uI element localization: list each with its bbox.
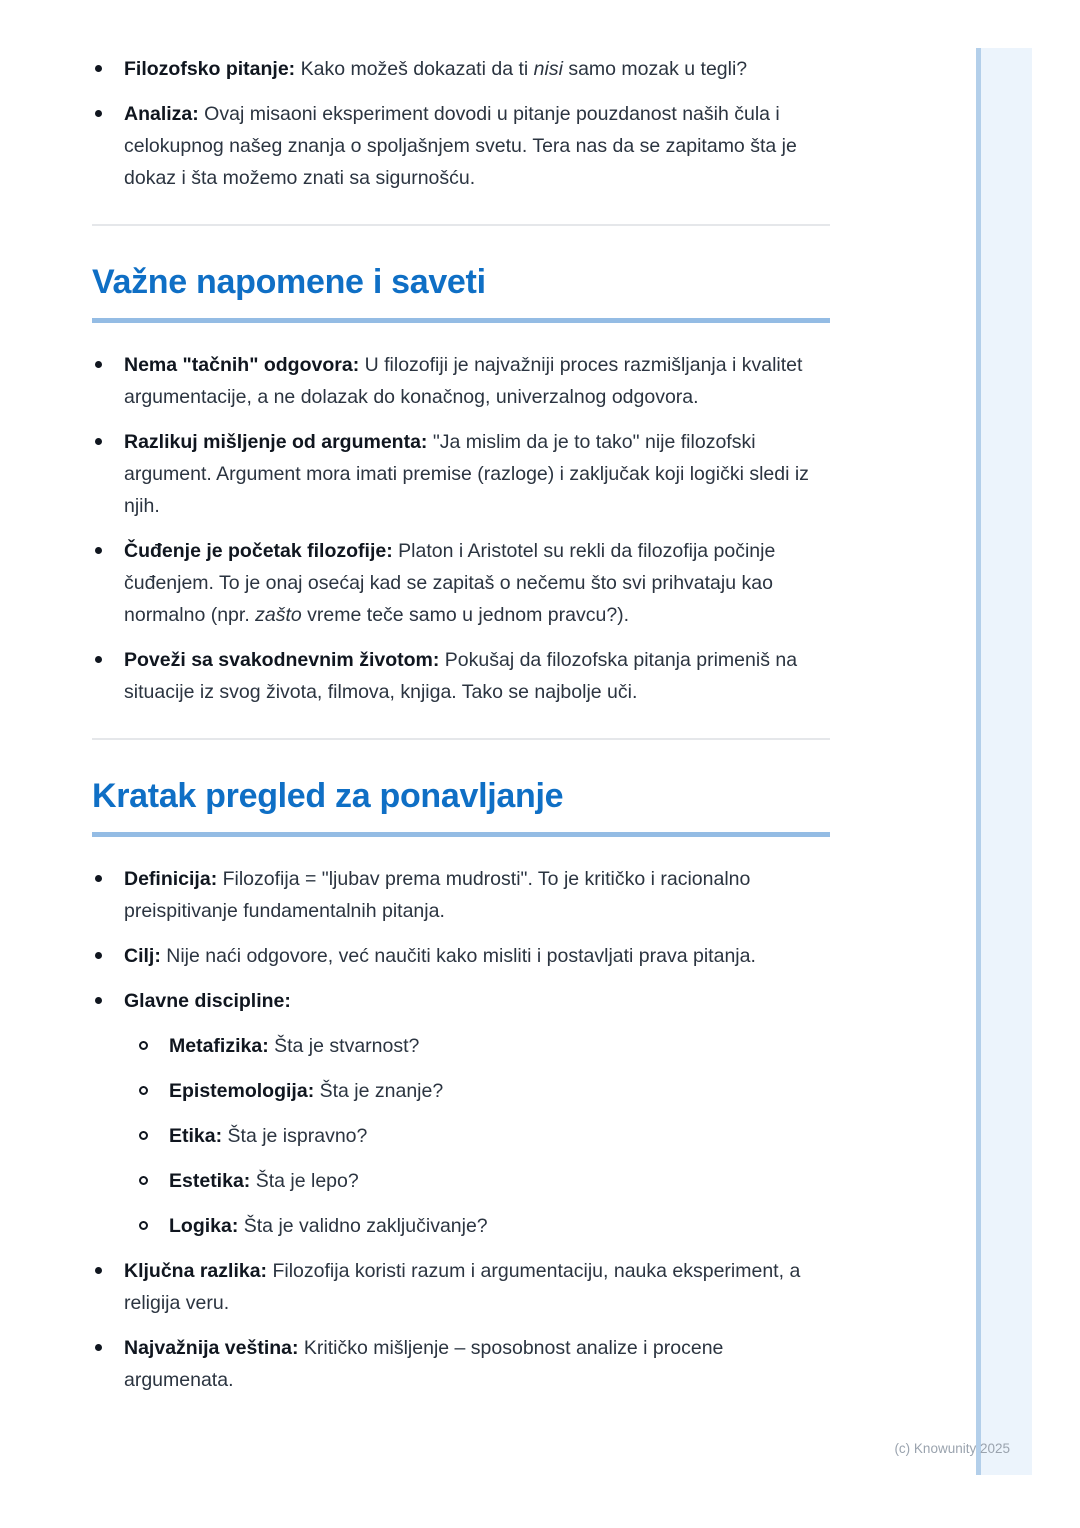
list-item-text: vreme teče samo u jednom pravcu?).	[301, 604, 630, 626]
list-item-lead: Estetika:	[169, 1170, 251, 1192]
bullet-list	[92, 53, 830, 194]
list-item-lead: Najvažnija veština:	[124, 1337, 299, 1359]
bullet-list	[92, 863, 830, 1396]
section-heading: Važne napomene i saveti	[92, 262, 830, 323]
sub-list-item	[136, 1030, 830, 1062]
list-item-lead: Cilj:	[124, 945, 161, 967]
list-item-text: Filozofija = "ljubav prema mudrosti". To je kritičko i racionalno preispitivanje fundamentalnih pitanja.	[124, 868, 751, 922]
section-divider	[92, 224, 830, 226]
note-content	[92, 0, 830, 1409]
sub-list-item	[136, 1210, 830, 1242]
right-margin-panel	[976, 48, 1032, 1475]
list-item	[92, 1332, 830, 1396]
list-item	[92, 985, 830, 1242]
list-item	[92, 535, 830, 631]
list-item	[92, 644, 830, 708]
list-item-text: Šta je ispravno?	[222, 1125, 368, 1147]
sub-bullet-list	[136, 1030, 830, 1242]
list-item-text: Platon i Aristotel su rekli da filozofija počinje čuđenjem. To je onaj osećaj kad se zapitaš o nečemu što svi prihvataju kao normalno (npr.	[124, 540, 776, 626]
list-item-text: "Ja mislim da je to tako" nije filozofski argument. Argument mora imati premise (razloge) i zaključak koji logički sledi iz njih.	[124, 431, 809, 517]
section-heading: Kratak pregled za ponavljanje	[92, 776, 830, 837]
list-item-text: Ovaj misaoni eksperiment dovodi u pitanje pouzdanost naših čula i celokupnog našeg znanja o spoljašnjem svetu. Tera nas da se zapitamo šta je dokaz i šta možemo znati sa sigurnošću.	[124, 103, 797, 189]
list-item-text: Filozofija koristi razum i argumentaciju, nauka eksperiment, a religija veru.	[124, 1260, 801, 1314]
sub-list-item	[136, 1075, 830, 1107]
list-item	[92, 426, 830, 522]
list-item-lead: Metafizika:	[169, 1035, 269, 1057]
list-item-text: samo mozak u tegli?	[562, 58, 748, 80]
list-item-lead: Definicija:	[124, 868, 218, 890]
sub-list-item	[136, 1165, 830, 1197]
list-item-text: Šta je validno zaključivanje?	[238, 1215, 488, 1237]
list-item	[92, 940, 830, 972]
list-item-text: Šta je lepo?	[250, 1170, 359, 1192]
section-divider	[92, 738, 830, 740]
list-item-text: zašto	[255, 604, 302, 626]
list-item	[92, 349, 830, 413]
list-item	[92, 863, 830, 927]
list-item-lead: Poveži sa svakodnevnim životom:	[124, 649, 440, 671]
list-item-text: Pokušaj da filozofska pitanja primeniš na situacije iz svog života, filmova, knjiga. Tako se najbolje uči.	[124, 649, 798, 703]
list-item-lead: Nema "tačnih" odgovora:	[124, 354, 360, 376]
list-item	[92, 53, 830, 85]
list-item	[92, 1255, 830, 1319]
list-item-lead: Glavne discipline:	[124, 990, 291, 1012]
list-item-text: Nije naći odgovore, već naučiti kako misliti i postavljati prava pitanja.	[160, 945, 756, 967]
sub-list-item	[136, 1120, 830, 1152]
bullet-list	[92, 349, 830, 708]
list-item	[92, 98, 830, 194]
list-item-lead: Etika:	[169, 1125, 223, 1147]
list-item-text: Šta je znanje?	[314, 1080, 444, 1102]
list-item-text: nisi	[533, 58, 563, 80]
list-item-lead: Epistemologija:	[169, 1080, 315, 1102]
list-item-lead: Ključna razlika:	[124, 1260, 268, 1282]
list-item-text: Šta je stvarnost?	[268, 1035, 420, 1057]
list-item-text: U filozofiji je najvažniji proces razmišljanja i kvalitet argumentacije, a ne dolazak do konačnog, univerzalnog odgovora.	[124, 354, 803, 408]
copyright-footer: (c) Knowunity 2025	[894, 1441, 1010, 1456]
list-item-lead: Razlikuj mišljenje od argumenta:	[124, 431, 428, 453]
list-item-lead: Čuđenje je početak filozofije:	[124, 540, 393, 562]
list-item-lead: Logika:	[169, 1215, 239, 1237]
list-item-text: Kako možeš dokazati da ti	[295, 58, 534, 80]
list-item-text: Kritičko mišljenje – sposobnost analize i procene argumenata.	[124, 1337, 724, 1391]
list-item-lead: Filozofsko pitanje:	[124, 58, 296, 80]
list-item-lead: Analiza:	[124, 103, 199, 125]
